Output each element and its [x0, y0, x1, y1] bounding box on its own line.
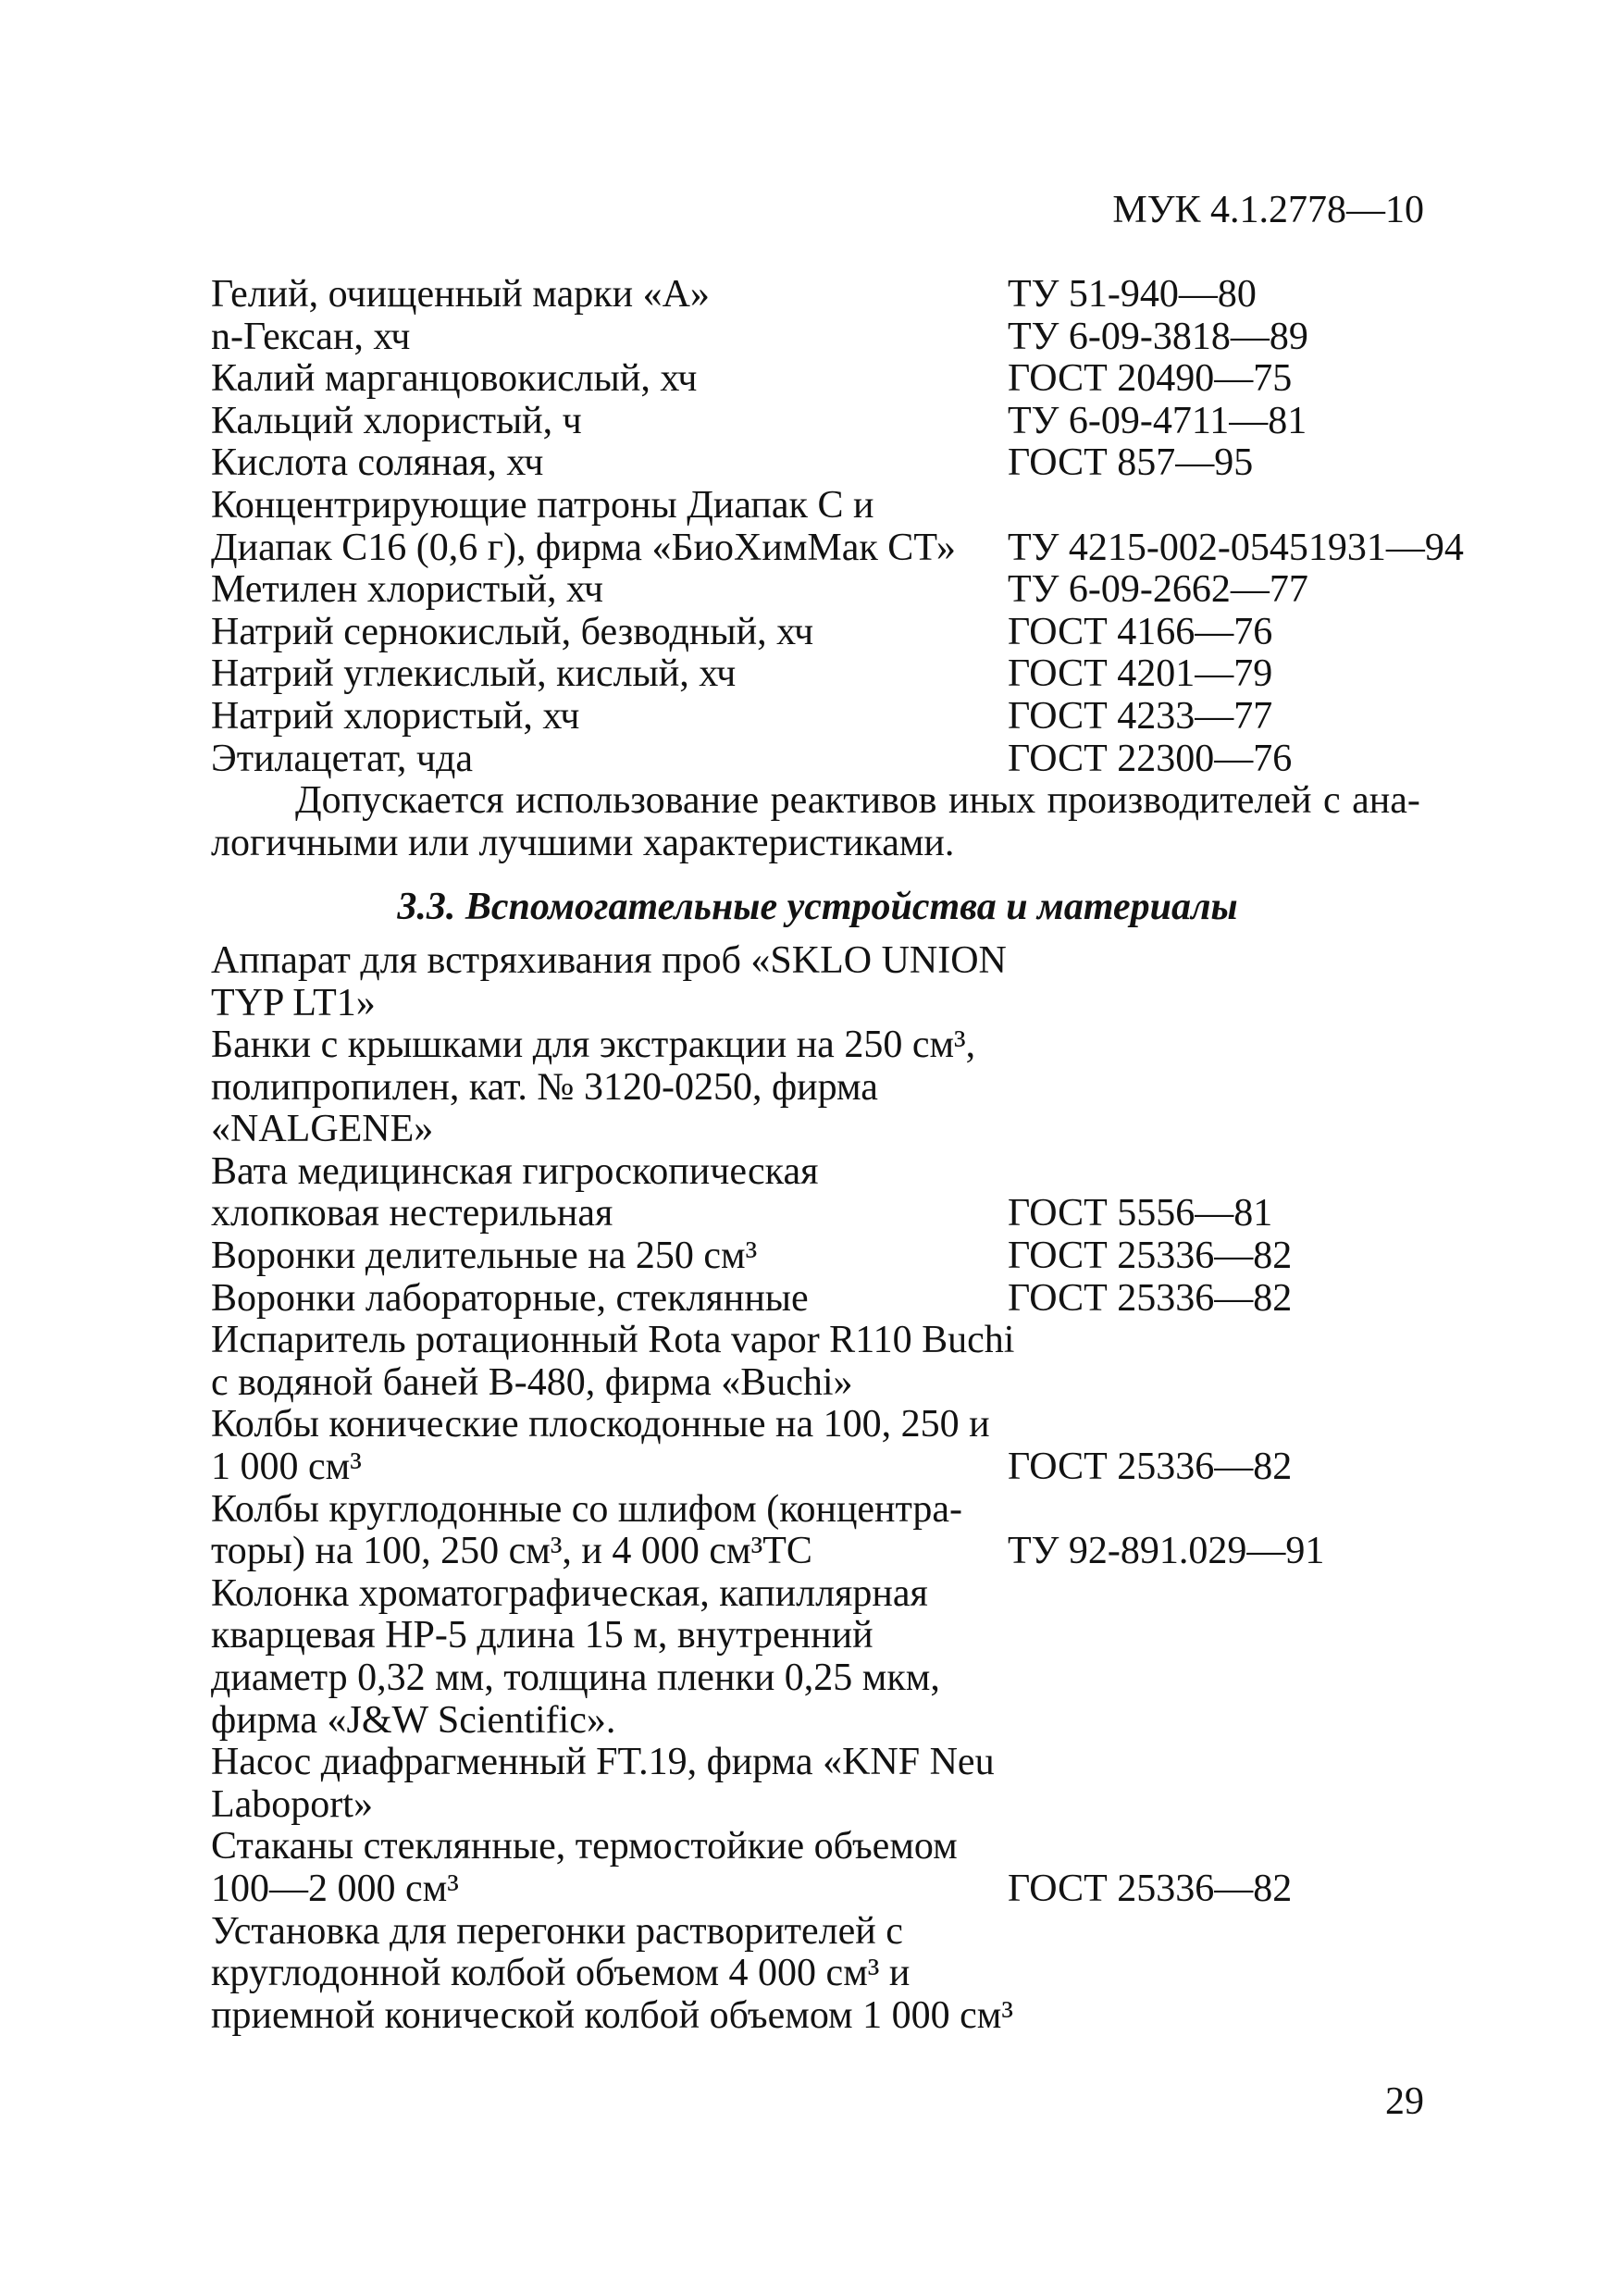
- reagent-name: [211, 442, 1008, 485]
- equipment-name: [211, 1909, 1013, 2038]
- reagent-spec: ТУ 6-09-3818—89: [1008, 315, 1308, 358]
- reagent-name-line: Диапак С16 (0,6 г), фирма «БиоХимМак СТ»: [211, 526, 956, 569]
- equipment-item: [211, 1151, 1424, 1235]
- reagent-item: [211, 696, 1424, 738]
- note-paragraph: [211, 780, 1424, 864]
- reagent-spec: ГОСТ 4233—77: [1008, 694, 1273, 738]
- reagent-spec: ГОСТ 20490—75: [1008, 357, 1293, 401]
- equipment-name: [211, 1319, 1015, 1404]
- reagent-name-line: Гелий, очищенный марки «А»: [211, 273, 710, 316]
- equipment-name-line: Стаканы стеклянные, термостойкие объемом: [211, 1825, 958, 1868]
- reagent-item: [211, 442, 1424, 485]
- equipment-item: [211, 1235, 1424, 1278]
- equipment-spec: ГОСТ 25336—82: [1008, 1276, 1293, 1320]
- reagent-name: [211, 738, 1008, 781]
- equipment-name: [211, 1278, 1008, 1321]
- reagent-spec: ТУ 6-09-2662—77: [1008, 568, 1308, 612]
- reagent-name: [211, 653, 1008, 696]
- equipment-name-line: Аппарат для встряхивания проб «SKLO UNION: [211, 938, 1007, 982]
- page-content: [211, 273, 1464, 2037]
- reagent-item: [211, 569, 1424, 612]
- equipment-item: [211, 1826, 1424, 1910]
- equipment-item: [211, 1489, 1424, 1573]
- note-line: логичными или лучшими характеристиками.: [211, 821, 955, 864]
- equipment-spec: ГОСТ 25336—82: [1008, 1235, 1293, 1278]
- reagent-item: [211, 483, 1464, 569]
- reagent-item: [211, 738, 1424, 781]
- equipment-name-line: 1 000 см³: [211, 1446, 362, 1489]
- equipment-name-line: 100—2 000 см³: [211, 1867, 459, 1910]
- equipment-item: [211, 1320, 1424, 1404]
- reagent-name: [211, 358, 1008, 401]
- equipment-name: [211, 1826, 1008, 1910]
- reagent-name-line: Кальций хлористый, ч: [211, 399, 582, 442]
- reagent-name-line: Натрий углекислый, кислый, хч: [211, 652, 737, 696]
- equipment-name-line: Laboport»: [211, 1782, 373, 1826]
- equipment-item: [211, 1573, 1424, 1742]
- note-line: Допускается использование реактивов иных производителей с ана-: [295, 779, 1420, 823]
- reagent-name-line: Метилен хлористый, хч: [211, 568, 603, 612]
- reagent-item: [211, 653, 1424, 696]
- equipment-name-line: TYP LT1»: [211, 981, 376, 1024]
- reagent-item: [211, 358, 1424, 401]
- reagent-name: [211, 274, 1008, 316]
- reagent-name: [211, 316, 1008, 359]
- reagents-list: [211, 273, 1464, 780]
- equipment-spec: ГОСТ 25336—82: [1008, 1446, 1293, 1489]
- reagent-name-line: Кислота соляная, хч: [211, 441, 544, 485]
- reagent-name-line: Натрий хлористый, хч: [211, 694, 580, 738]
- page-number: 29: [1385, 2080, 1424, 2123]
- reagent-item: [211, 612, 1424, 654]
- equipment-name-line: хлопковая нестерильная: [211, 1192, 613, 1235]
- equipment-spec: ТУ 92-891.029—91: [1008, 1530, 1325, 1573]
- equipment-name: [211, 1489, 1008, 1573]
- document-code-header: МУК 4.1.2778—10: [1112, 189, 1424, 231]
- reagent-item: [211, 316, 1424, 359]
- reagent-name-line: Концентрирующие патроны Диапак С и: [211, 483, 874, 527]
- equipment-name-line: Банки с крышками для экстракции на 250 см³,: [211, 1024, 976, 1067]
- reagent-name-line: Натрий сернокислый, безводный, хч: [211, 610, 814, 653]
- equipment-name-line: Насос диафрагменный FT.19, фирма «KNF Neu: [211, 1741, 995, 1784]
- equipment-name-line: диаметр 0,32 мм, толщина пленки 0,25 мкм,: [211, 1657, 940, 1699]
- reagent-name-line: Калий марганцовокислый, хч: [211, 357, 698, 401]
- reagent-name: [211, 401, 1008, 443]
- reagent-spec: ТУ 51-940—80: [1008, 273, 1257, 316]
- equipment-name-line: торы) на 100, 250 см³, и 4 000 см³ТС: [211, 1530, 812, 1573]
- equipment-item: [211, 1911, 1424, 2038]
- reagent-item: [211, 274, 1424, 316]
- reagent-name-line: n-Гексан, хч: [211, 315, 411, 358]
- section-heading: 3.3. Вспомогательные устройства и материалы: [397, 886, 1238, 929]
- equipment-item: [211, 1742, 1424, 1826]
- equipment-name-line: Испаритель ротационный Rota vapor R110 Buchi: [211, 1319, 1015, 1362]
- equipment-name: [211, 1024, 1008, 1151]
- equipment-name-line: с водяной баней В-480, фирма «Buchi»: [211, 1360, 853, 1404]
- equipment-name-line: Воронки лабораторные, стеклянные: [211, 1276, 809, 1320]
- reagent-name: [211, 569, 1008, 612]
- reagent-spec: ТУ 6-09-4711—81: [1008, 399, 1307, 442]
- reagent-name-line: Этилацетат, чда: [211, 737, 474, 780]
- equipment-spec: ГОСТ 5556—81: [1008, 1192, 1273, 1235]
- equipment-name: [211, 940, 1008, 1024]
- equipment-name-line: Колонка хроматографическая, капиллярная: [211, 1571, 928, 1615]
- equipment-name-line: круглодонной колбой объемом 4 000 см³ и: [211, 1952, 911, 1995]
- reagent-spec: ГОСТ 22300—76: [1008, 737, 1293, 780]
- equipment-name-line: кварцевая HP-5 длина 15 м, внутренний: [211, 1614, 873, 1657]
- equipment-name-line: Воронки делительные на 250 см³: [211, 1235, 758, 1278]
- reagent-spec: ГОСТ 4201—79: [1008, 652, 1273, 696]
- equipment-list: [211, 940, 1424, 2037]
- equipment-name-line: фирма «J&W Scientific».: [211, 1698, 616, 1742]
- reagent-name: [211, 485, 1008, 569]
- reagent-name: [211, 612, 1008, 654]
- equipment-name-line: Вата медицинская гигроскопическая: [211, 1149, 819, 1193]
- reagent-name: [211, 696, 1008, 738]
- reagent-item: [211, 401, 1424, 443]
- equipment-name: [211, 1573, 1008, 1742]
- equipment-name: [211, 1151, 1008, 1235]
- equipment-name-line: «NALGENE»: [211, 1108, 434, 1151]
- equipment-item: [211, 1404, 1424, 1488]
- equipment-name-line: Колбы конические плоскодонные на 100, 250 и: [211, 1403, 990, 1446]
- equipment-name-line: Установка для перегонки растворителей с: [211, 1909, 903, 1953]
- reagent-spec: ГОСТ 857—95: [1008, 441, 1254, 485]
- equipment-name: [211, 1742, 1008, 1826]
- equipment-spec: ГОСТ 25336—82: [1008, 1867, 1293, 1910]
- equipment-item: [211, 1278, 1424, 1321]
- equipment-item: [211, 940, 1424, 1024]
- reagent-spec: ГОСТ 4166—76: [1008, 610, 1273, 653]
- equipment-name-line: приемной конической колбой объемом 1 000 см³: [211, 1993, 1013, 2037]
- equipment-name: [211, 1235, 1008, 1278]
- equipment-name: [211, 1404, 1008, 1488]
- reagent-spec: ТУ 4215-002-05451931—94: [1008, 526, 1464, 569]
- equipment-name-line: полипропилен, кат. № 3120-0250, фирма: [211, 1065, 878, 1109]
- equipment-name-line: Колбы круглодонные со шлифом (концентра-: [211, 1487, 963, 1531]
- equipment-item: [211, 1024, 1424, 1151]
